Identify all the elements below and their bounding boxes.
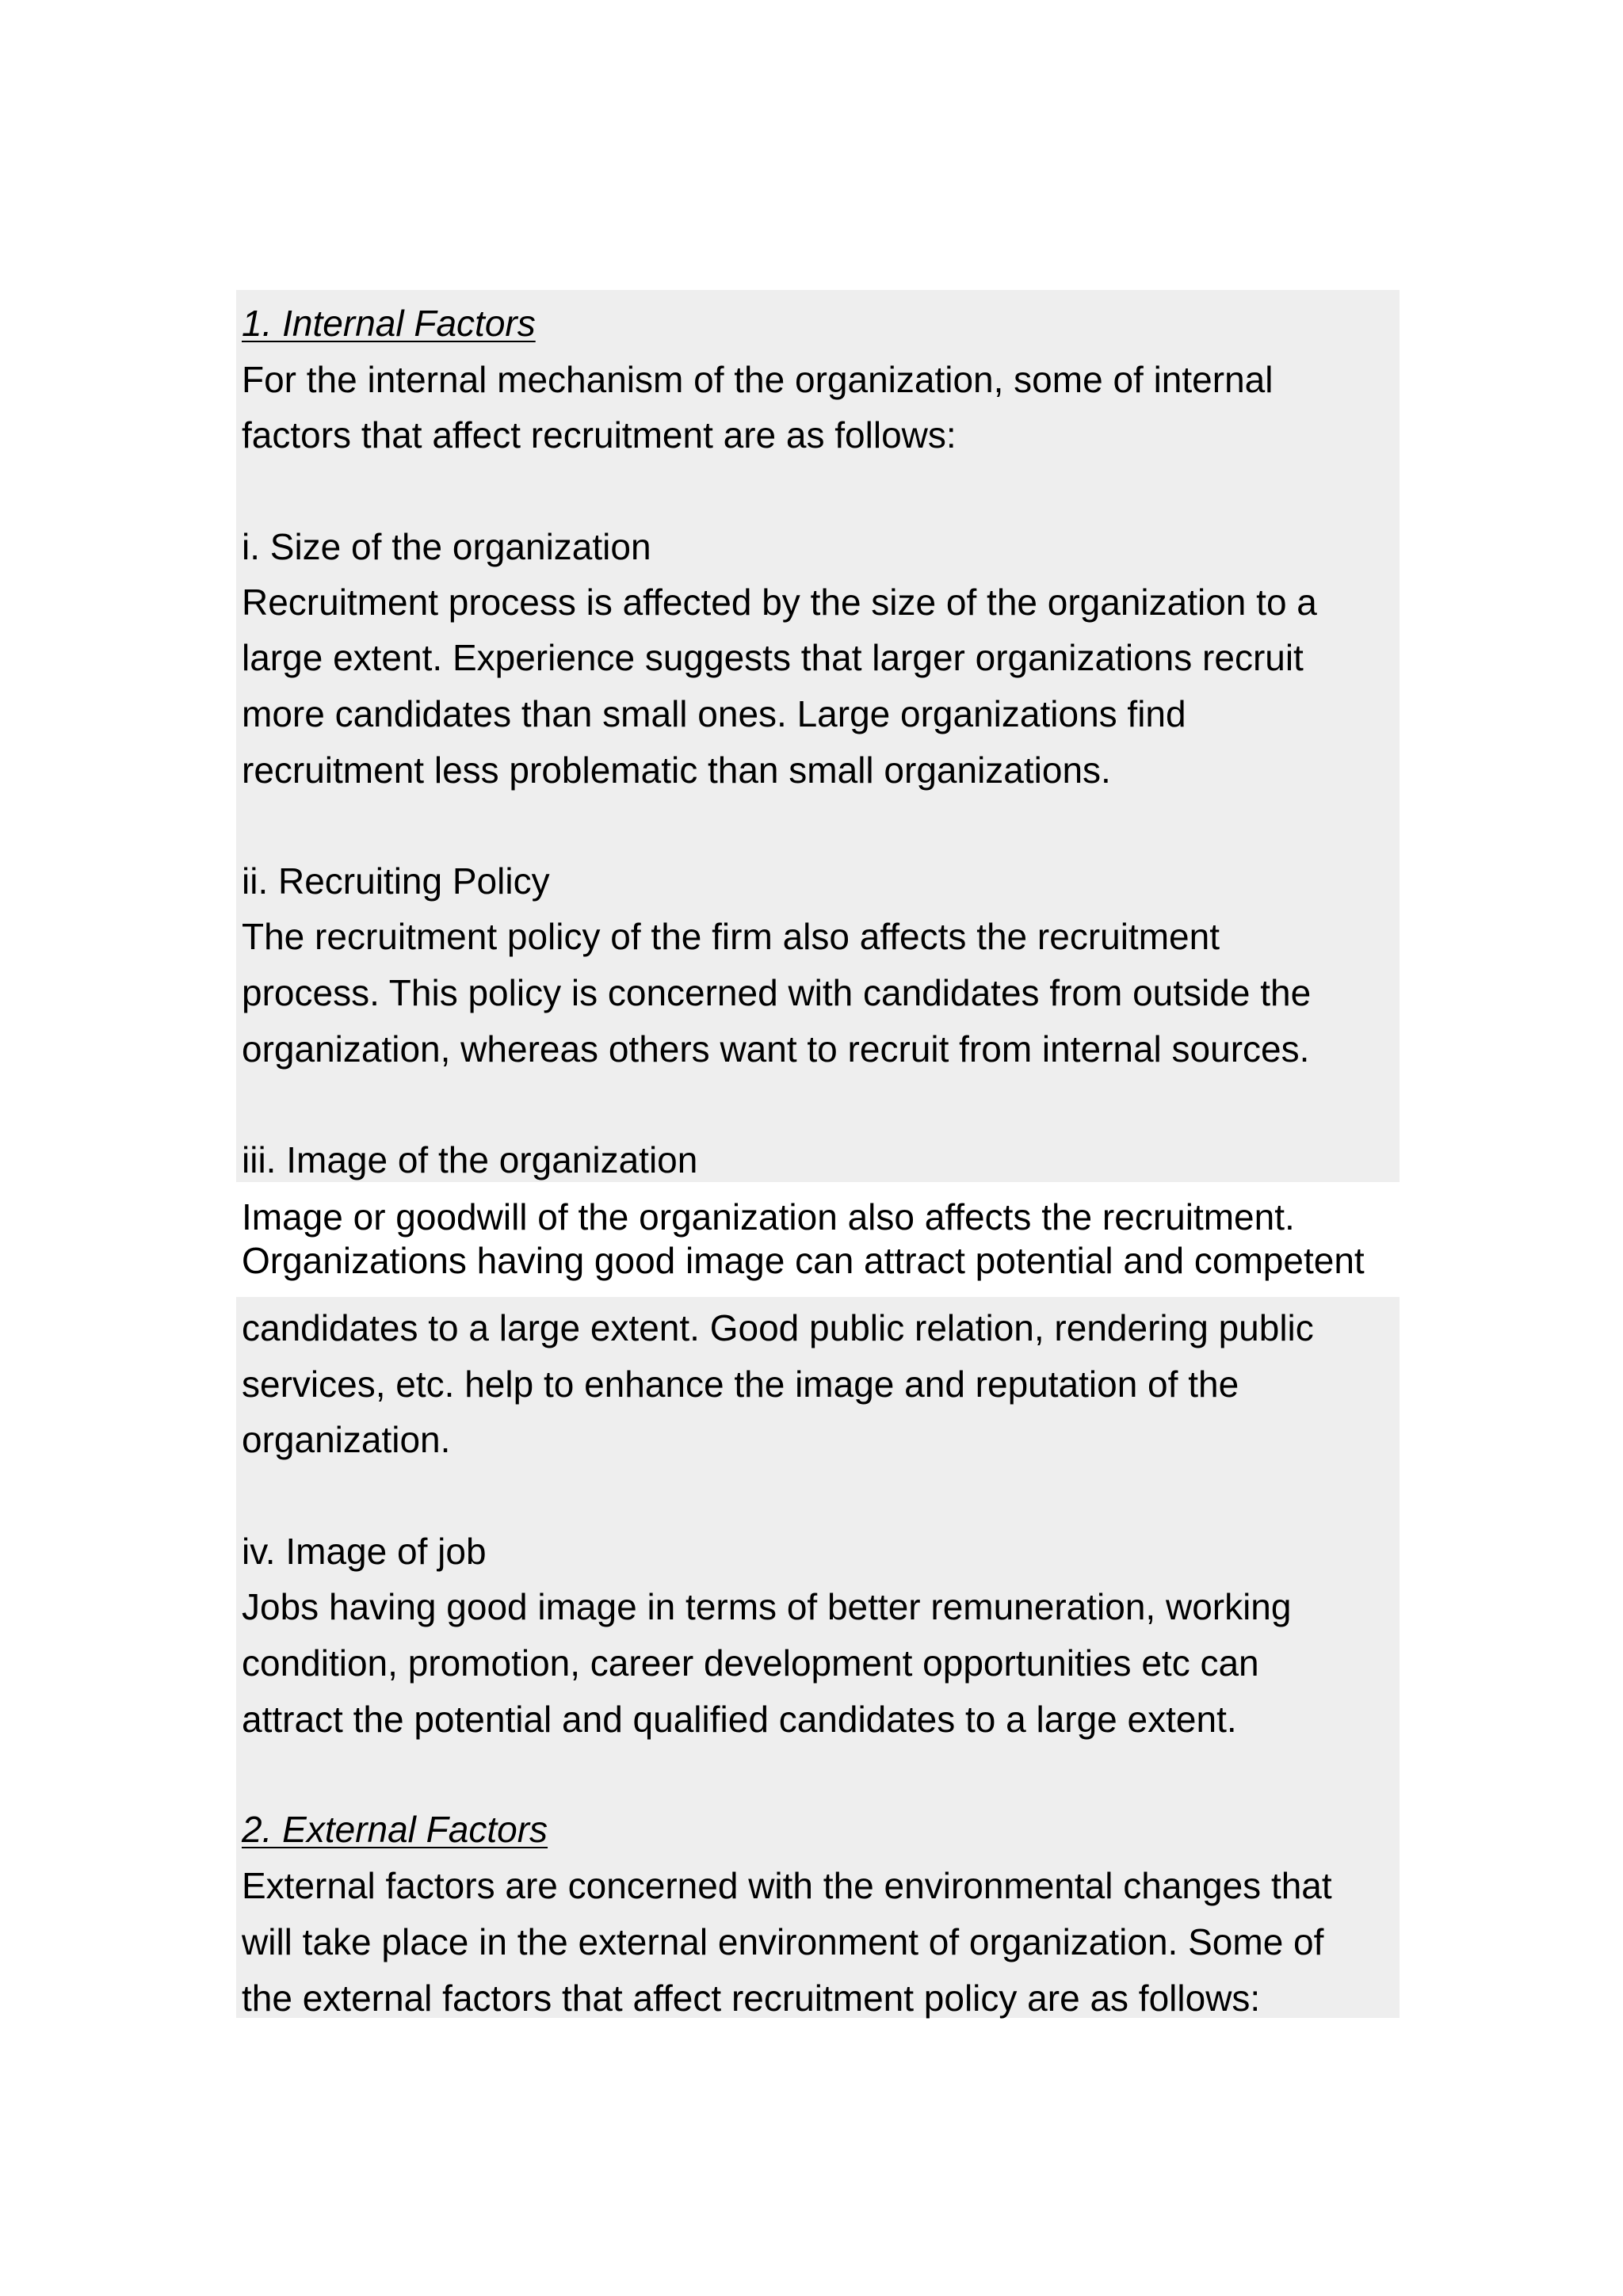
paragraph-line: Image or goodwill of the organization also affects the recruitment. — [242, 1196, 1295, 1238]
paragraph-line: organization. — [242, 1419, 451, 1460]
paragraph-line: condition, promotion, career development opportunities etc can — [242, 1642, 1259, 1684]
paragraph-line: the external factors that affect recruitment policy are as follows: — [242, 1978, 1261, 2019]
paragraph-line: The recruitment policy of the firm also affects the recruitment — [242, 916, 1220, 957]
paragraph-line: Recruitment process is affected by the size of the organization to a — [242, 582, 1317, 623]
paragraph-line: attract the potential and qualified candidates to a large extent. — [242, 1699, 1237, 1740]
section-heading-internal-factors: 1. Internal Factors — [242, 303, 536, 344]
intro-line-1: For the internal mechanism of the organization, some of internal — [242, 359, 1274, 400]
paragraph-line: candidates to a large extent. Good public relation, rendering public — [242, 1307, 1314, 1348]
item-title-image-of-job: iv. Image of job — [242, 1531, 487, 1572]
paragraph-line: organization, whereas others want to recruit from internal sources. — [242, 1028, 1310, 1070]
paragraph-line: Jobs having good image in terms of better remuneration, working — [242, 1586, 1292, 1627]
item-title-size-of-organization: i. Size of the organization — [242, 526, 651, 567]
paragraph-line: Organizations having good image can attract potential and competent — [242, 1240, 1365, 1281]
paragraph-line: more candidates than small ones. Large organizations find — [242, 693, 1186, 734]
paragraph-line: services, etc. help to enhance the image and reputation of the — [242, 1363, 1239, 1405]
paragraph-line: will take place in the external environment of organization. Some of — [242, 1921, 1324, 1962]
paragraph-line: recruitment less problematic than small organizations. — [242, 749, 1111, 791]
paragraph-line: process. This policy is concerned with candidates from outside the — [242, 972, 1312, 1013]
paragraph-line: External factors are concerned with the environmental changes that — [242, 1865, 1332, 1906]
item-title-image-of-organization: iii. Image of the organization — [242, 1139, 698, 1180]
paragraph-line: large extent. Experience suggests that larger organizations recruit — [242, 637, 1304, 678]
section-heading-external-factors: 2. External Factors — [242, 1809, 548, 1850]
intro-line-2: factors that affect recruitment are as follows: — [242, 414, 957, 456]
item-title-recruiting-policy: ii. Recruiting Policy — [242, 860, 550, 902]
